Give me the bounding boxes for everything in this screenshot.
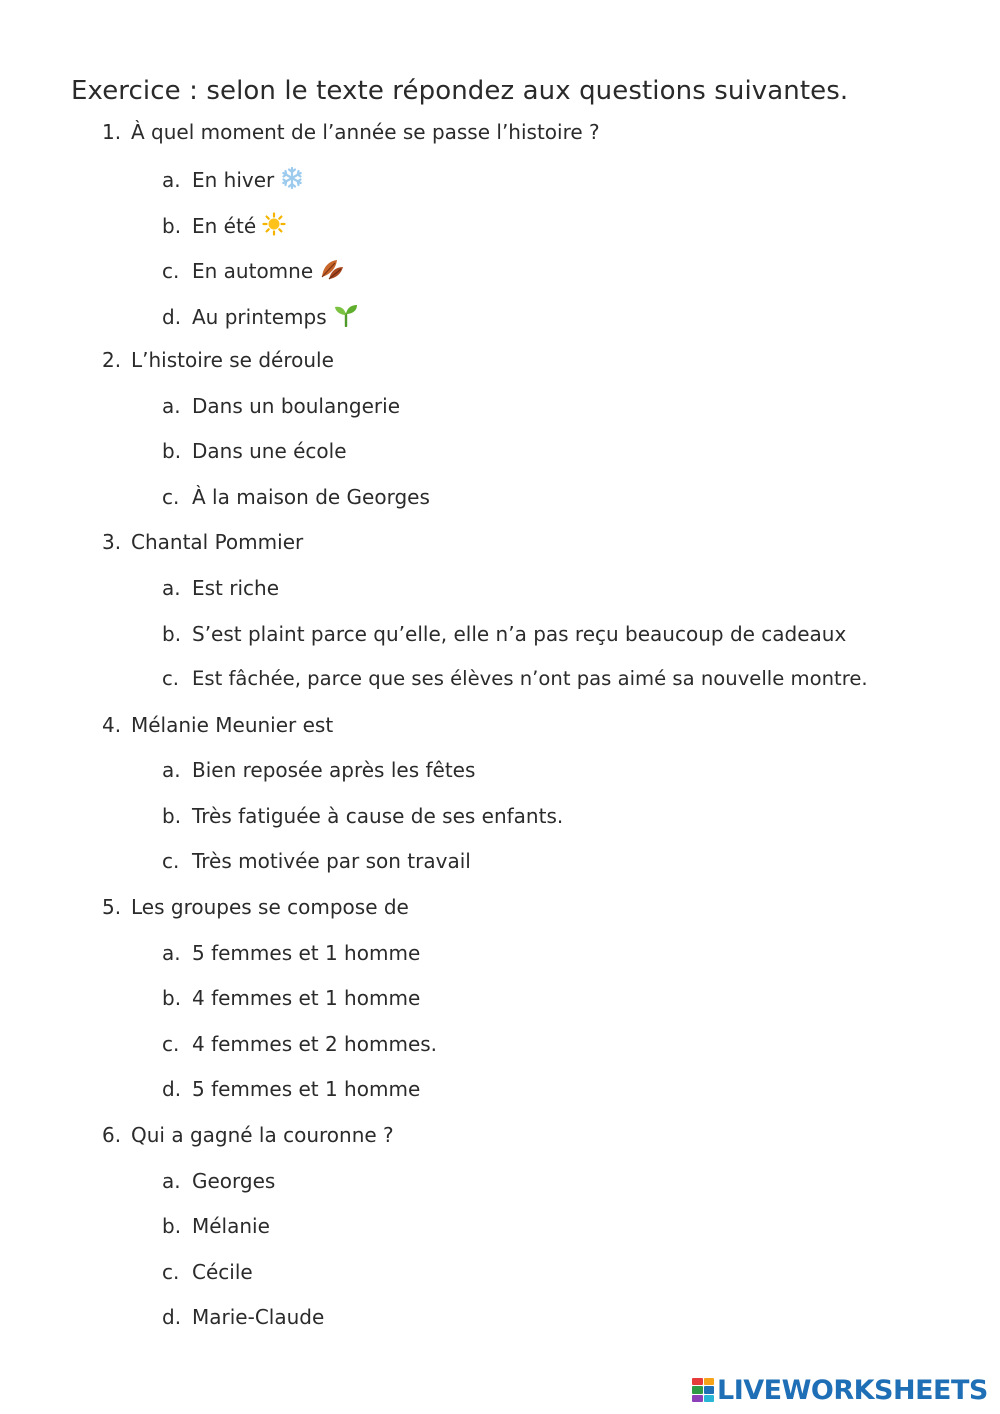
option-letter: a. [162, 941, 181, 965]
option-4b[interactable] [162, 804, 563, 828]
option-text: Est fâchée, parce que ses élèves n’ont pas aimé sa nouvelle montre. [192, 667, 868, 690]
option-6d[interactable] [162, 1305, 324, 1329]
option-2c[interactable] [162, 485, 430, 509]
question-6 [102, 1123, 394, 1147]
liveworksheets-logo[interactable] [692, 1374, 988, 1406]
option-text: Mélanie [192, 1214, 270, 1238]
question-5 [102, 895, 409, 919]
option-2b[interactable] [162, 439, 347, 463]
option-text: En été [192, 214, 257, 238]
option-text: Cécile [192, 1260, 253, 1284]
option-4c[interactable] [162, 849, 471, 873]
option-letter: c. [162, 1032, 180, 1056]
option-letter: c. [162, 259, 180, 283]
option-text: Bien reposée après les fêtes [192, 758, 476, 782]
option-letter: b. [162, 804, 182, 828]
question-text: L’histoire se déroule [131, 348, 334, 372]
liveworksheets-logo-icon [692, 1378, 714, 1402]
option-letter: b. [162, 986, 182, 1010]
question-number: 1. [102, 120, 122, 144]
question-number: 2. [102, 348, 122, 372]
option-text: Dans un boulangerie [192, 394, 400, 418]
option-6a[interactable] [162, 1169, 275, 1193]
option-letter: c. [162, 849, 180, 873]
question-text: À quel moment de l’année se passe l’histoire ? [131, 120, 600, 144]
sun-icon [262, 212, 286, 241]
option-5b[interactable] [162, 986, 420, 1010]
autumn-leaves-icon [319, 257, 345, 286]
option-text: Dans une école [192, 439, 347, 463]
option-letter: a. [162, 576, 181, 600]
option-3a[interactable] [162, 576, 279, 600]
question-3 [102, 530, 303, 554]
option-1a[interactable] [162, 166, 304, 195]
option-letter: b. [162, 439, 182, 463]
option-text: 4 femmes et 2 hommes. [192, 1032, 438, 1056]
option-text: 5 femmes et 1 homme [192, 1077, 421, 1101]
option-text: Très motivée par son travail [192, 849, 471, 873]
question-number: 3. [102, 530, 122, 554]
question-text: Mélanie Meunier est [131, 713, 334, 737]
question-1 [102, 120, 600, 144]
question-text: Qui a gagné la couronne ? [131, 1123, 394, 1147]
question-number: 6. [102, 1123, 122, 1147]
option-text: En hiver [192, 168, 275, 192]
option-text: Est riche [192, 576, 280, 600]
option-3c[interactable] [162, 667, 868, 691]
option-letter: a. [162, 394, 181, 418]
option-6c[interactable] [162, 1260, 253, 1284]
option-text: 4 femmes et 1 homme [192, 986, 421, 1010]
option-text: Très fatiguée à cause de ses enfants. [192, 804, 564, 828]
question-4 [102, 713, 333, 737]
option-text: Marie-Claude [192, 1305, 325, 1329]
option-letter: a. [162, 1169, 181, 1193]
option-text: S’est plaint parce qu’elle, elle n’a pas reçu beaucoup de cadeaux [192, 622, 847, 646]
option-letter: b. [162, 622, 182, 646]
option-letter: d. [162, 305, 182, 329]
option-1c[interactable] [162, 257, 345, 286]
option-1d[interactable] [162, 303, 359, 332]
option-text: Au printemps [192, 305, 327, 329]
option-letter: b. [162, 1214, 182, 1238]
option-6b[interactable] [162, 1214, 270, 1238]
option-letter: c. [162, 485, 180, 509]
liveworksheets-logo-text: LIVEWORKSHEETS [717, 1374, 988, 1406]
option-5a[interactable] [162, 941, 420, 965]
option-letter: d. [162, 1077, 182, 1101]
option-5d[interactable] [162, 1077, 420, 1101]
page-title: Exercice : selon le texte répondez aux questions suivantes. [71, 76, 849, 106]
option-letter: a. [162, 168, 181, 192]
question-text: Chantal Pommier [131, 530, 304, 554]
question-2 [102, 348, 334, 372]
option-letter: b. [162, 214, 182, 238]
option-text: En automne [192, 259, 314, 283]
option-4a[interactable] [162, 758, 475, 782]
option-letter: c. [162, 1260, 180, 1284]
option-text: Georges [192, 1169, 276, 1193]
option-letter: d. [162, 1305, 182, 1329]
option-text: À la maison de Georges [192, 485, 430, 509]
snowflake-icon [280, 166, 304, 195]
option-letter: a. [162, 758, 181, 782]
question-text: Les groupes se compose de [131, 895, 409, 919]
question-number: 5. [102, 895, 122, 919]
option-1b[interactable] [162, 212, 286, 241]
option-5c[interactable] [162, 1032, 437, 1056]
seedling-icon [333, 303, 359, 332]
option-2a[interactable] [162, 394, 400, 418]
option-text: 5 femmes et 1 homme [192, 941, 421, 965]
option-letter: c. [162, 667, 180, 690]
option-3b[interactable] [162, 622, 846, 646]
question-number: 4. [102, 713, 122, 737]
